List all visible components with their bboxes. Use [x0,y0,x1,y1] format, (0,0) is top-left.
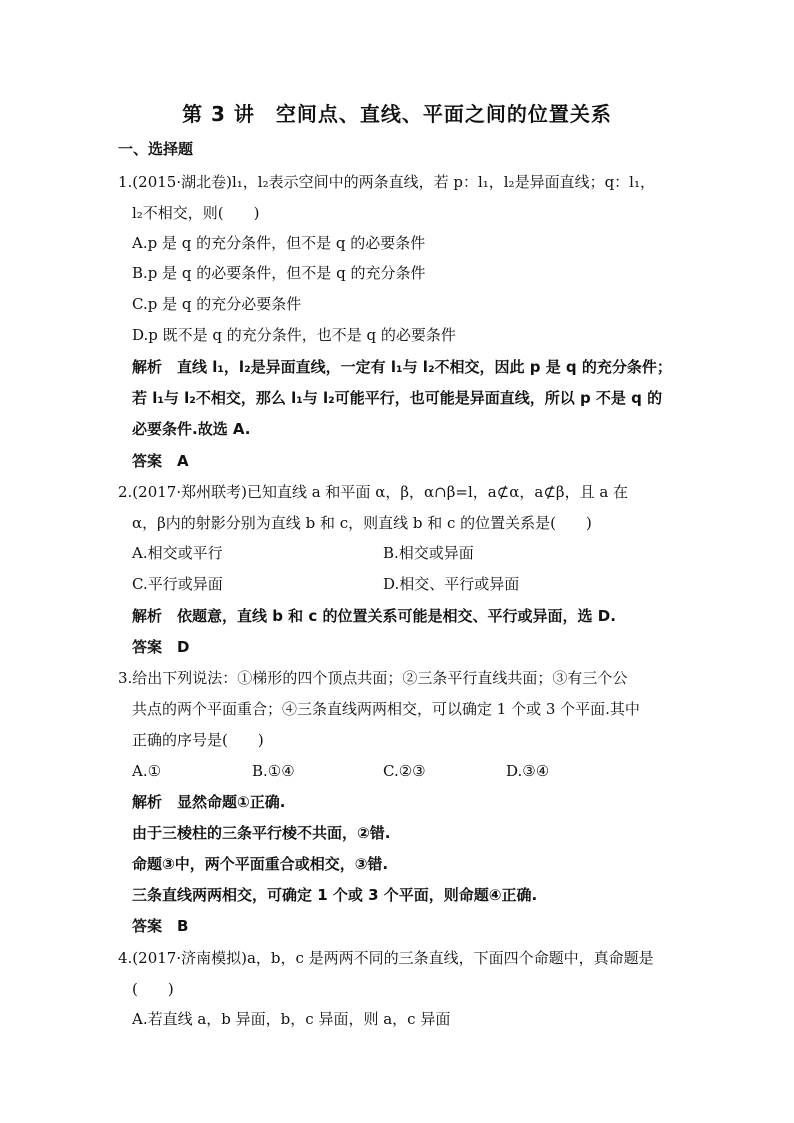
page-title: 第 3 讲 空间点、直线、平面之间的位置关系 [182,102,612,126]
section-heading: 一、选择题 [118,140,194,158]
q3-solution-line1: 解析 显然命题①正确. [132,793,286,811]
q3-solution-line2: 由于三棱柱的三条平行棱不共面，②错. [132,824,391,842]
q3-solution-line3: 命题③中，两个平面重合或相交，③错. [132,855,389,873]
q1-stem-line2: l₂不相交，则( ) [132,204,260,222]
q2-option-c: C.平行或异面 [132,575,223,593]
q3-solution-line4: 三条直线两两相交，可确定 1 个或 3 个平面，则命题④正确. [132,886,538,904]
q4-stem-line2: ( ) [132,980,174,998]
q2-option-a: A.相交或平行 [132,544,223,562]
q2-stem-line1: 2.(2017·郑州联考)已知直线 a 和平面 α，β，α∩β=l，a⊄α，a⊄β，且 a 在 [118,483,629,501]
q1-option-b: B.p 是 q 的必要条件，但不是 q 的充分条件 [132,264,426,282]
q3-stem-line1: 3.给出下列说法：①梯形的四个顶点共面；②三条平行直线共面；③有三个公 [118,669,628,687]
q4-stem-line1: 4.(2017·济南模拟)a，b，c 是两两不同的三条直线，下面四个命题中，真命题是 [118,949,654,967]
q3-answer: 答案 B [132,917,189,935]
q1-option-a: A.p 是 q 的充分条件，但不是 q 的必要条件 [132,234,426,252]
q3-option-d: D.③④ [506,762,550,780]
q1-stem-line1: 1.(2015·湖北卷)l₁，l₂表示空间中的两条直线，若 p：l₁，l₂是异面直线；q：l₁， [118,173,655,191]
q1-solution-line3: 必要条件.故选 A. [132,420,251,438]
q2-answer: 答案 D [132,638,190,656]
q3-option-a: A.① [132,762,162,780]
q4-option-a: A.若直线 a，b 异面，b，c 异面，则 a，c 异面 [132,1010,451,1028]
q2-option-b: B.相交或异面 [383,544,474,562]
q1-answer: 答案 A [132,452,189,470]
q3-stem-line2: 共点的两个平面重合；④三条直线两两相交，可以确定 1 个或 3 个平面.其中 [132,700,640,718]
q2-stem-line2: α，β内的射影分别为直线 b 和 c，则直线 b 和 c 的位置关系是( ) [132,514,592,532]
q2-option-d: D.相交、平行或异面 [383,575,520,593]
q3-option-b: B.①④ [252,762,295,780]
q2-solution: 解析 依题意，直线 b 和 c 的位置关系可能是相交、平行或异面，选 D. [132,607,616,625]
q3-stem-line3: 正确的序号是( ) [132,731,264,749]
q1-option-d: D.p 既不是 q 的充分条件，也不是 q 的必要条件 [132,326,456,344]
q1-solution-line1: 解析 直线 l₁，l₂是异面直线，一定有 l₁与 l₂不相交，因此 p 是 q 的充分条件； [132,358,672,376]
q1-option-c: C.p 是 q 的充分必要条件 [132,295,302,313]
q1-solution-line2: 若 l₁与 l₂不相交，那么 l₁与 l₂可能平行，也可能是异面直线，所以 p 不是 q 的 [132,389,663,407]
q3-option-c: C.②③ [383,762,426,780]
